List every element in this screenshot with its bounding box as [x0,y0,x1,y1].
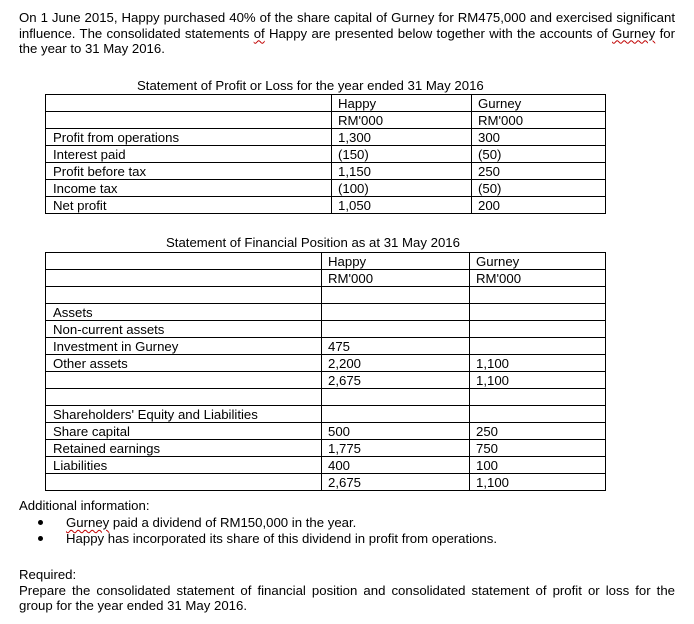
sofp-row-label: Share capital [46,423,322,440]
sofp-unit-blank [46,270,322,287]
additional-bullet-2 [38,531,497,547]
pl-row [46,146,606,163]
financial-position-table [45,252,606,491]
sofp-row-gurney [470,304,606,321]
sofp-row-label [46,474,322,491]
sofp-row [46,389,606,406]
sofp-row-happy: 2,675 [322,474,470,491]
sofp-row-gurney [470,287,606,304]
sofp-row-happy: 500 [322,423,470,440]
pl-row-happy: 1,050 [332,197,472,214]
sofp-header-blank [46,253,322,270]
bullet-dot-icon [38,536,43,541]
sofp-row-happy [322,304,470,321]
intro-part2: Happy are presented below together with the accounts of [264,25,613,41]
bullet-dot-icon [38,520,43,525]
intro-of-word: of [253,25,265,41]
pl-row-gurney: (50) [472,146,606,163]
sofp-row-label [46,389,322,406]
sofp-row-gurney [470,321,606,338]
pl-col-happy: Happy [332,95,472,112]
pl-row [46,197,606,214]
pl-row-label: Income tax [46,180,332,197]
pl-row-label: Profit from operations [46,129,332,146]
required-heading: Required: [19,567,77,582]
sofp-row [46,406,606,423]
pl-unit-row [46,112,606,129]
sofp-row-label: Liabilities [46,457,322,474]
intro-part1: On 1 June 2015, Happy purchased 40% of the share capital of Gurney for RM475,000 and exercised significant influence. The consolidated statements [19,10,675,41]
pl-row [46,163,606,180]
pl-title: Statement of Profit or Loss for the year ended 31 May 2016 [137,78,484,93]
pl-row-gurney: (50) [472,180,606,197]
sofp-row-happy [322,287,470,304]
sofp-row [46,304,606,321]
intro-part3: for the year to 31 May 2016. [19,25,675,56]
sofp-header-row [46,253,606,270]
required-section [19,567,675,614]
sofp-title: Statement of Financial Position as at 31 May 2016 [166,235,460,250]
sofp-row [46,423,606,440]
sofp-row-happy: 1,775 [322,440,470,457]
sofp-row-label: Shareholders' Equity and Liabilities [46,406,322,423]
additional-bullet-1 [38,515,497,531]
pl-header-row [46,95,606,112]
pl-row-label: Interest paid [46,146,332,163]
pl-row-happy: (150) [332,146,472,163]
sofp-row-gurney: 750 [470,440,606,457]
sofp-row [46,287,606,304]
sofp-unit-row [46,270,606,287]
intro-gurney-word: Gurney [612,25,656,41]
pl-unit-happy: RM'000 [332,112,472,129]
pl-row-happy: 1,300 [332,129,472,146]
intro-paragraph [19,10,675,57]
bullet1-text: paid a dividend of RM150,000 in the year. [109,515,357,530]
sofp-row [46,457,606,474]
pl-row-happy: (100) [332,180,472,197]
sofp-row-happy: 400 [322,457,470,474]
profit-loss-table [45,94,606,214]
sofp-row-gurney [470,389,606,406]
pl-row-gurney: 250 [472,163,606,180]
sofp-row-happy: 2,675 [322,372,470,389]
sofp-row-label: Assets [46,304,322,321]
sofp-row-label: Non-current assets [46,321,322,338]
sofp-row-gurney: 1,100 [470,355,606,372]
pl-row-label: Net profit [46,197,332,214]
sofp-row-gurney [470,406,606,423]
sofp-row-gurney: 1,100 [470,372,606,389]
pl-row-gurney: 300 [472,129,606,146]
sofp-row-label: Investment in Gurney [46,338,322,355]
sofp-row-happy: 475 [322,338,470,355]
pl-row [46,180,606,197]
sofp-row-gurney [470,338,606,355]
additional-heading: Additional information: [19,498,150,513]
sofp-row-happy [322,389,470,406]
sofp-row-label: Other assets [46,355,322,372]
sofp-row [46,474,606,491]
sofp-unit-happy: RM'000 [322,270,470,287]
sofp-unit-gurney: RM'000 [470,270,606,287]
sofp-row [46,321,606,338]
sofp-row [46,355,606,372]
sofp-row-happy [322,406,470,423]
pl-row-label: Profit before tax [46,163,332,180]
sofp-row [46,372,606,389]
bullet1-gurney-word: Gurney [66,515,110,530]
sofp-row [46,338,606,355]
sofp-row-happy [322,321,470,338]
sofp-row-label: Retained earnings [46,440,322,457]
sofp-row-gurney: 1,100 [470,474,606,491]
pl-header-blank [46,95,332,112]
sofp-row-gurney: 100 [470,457,606,474]
pl-row [46,129,606,146]
pl-unit-gurney: RM'000 [472,112,606,129]
sofp-row-gurney: 250 [470,423,606,440]
sofp-row-label [46,372,322,389]
additional-list [38,515,497,546]
pl-row-gurney: 200 [472,197,606,214]
bullet2-text: Happy has incorporated its share of this dividend in profit from operations. [66,530,498,546]
pl-row-happy: 1,150 [332,163,472,180]
sofp-col-gurney: Gurney [470,253,606,270]
pl-col-gurney: Gurney [472,95,606,112]
sofp-row [46,440,606,457]
required-text: Prepare the consolidated statement of financial position and consolidated statement of profit or loss for the group for the year ended 31 May 2016. [19,582,675,613]
pl-unit-blank [46,112,332,129]
sofp-row-happy: 2,200 [322,355,470,372]
sofp-row-label [46,287,322,304]
sofp-col-happy: Happy [322,253,470,270]
